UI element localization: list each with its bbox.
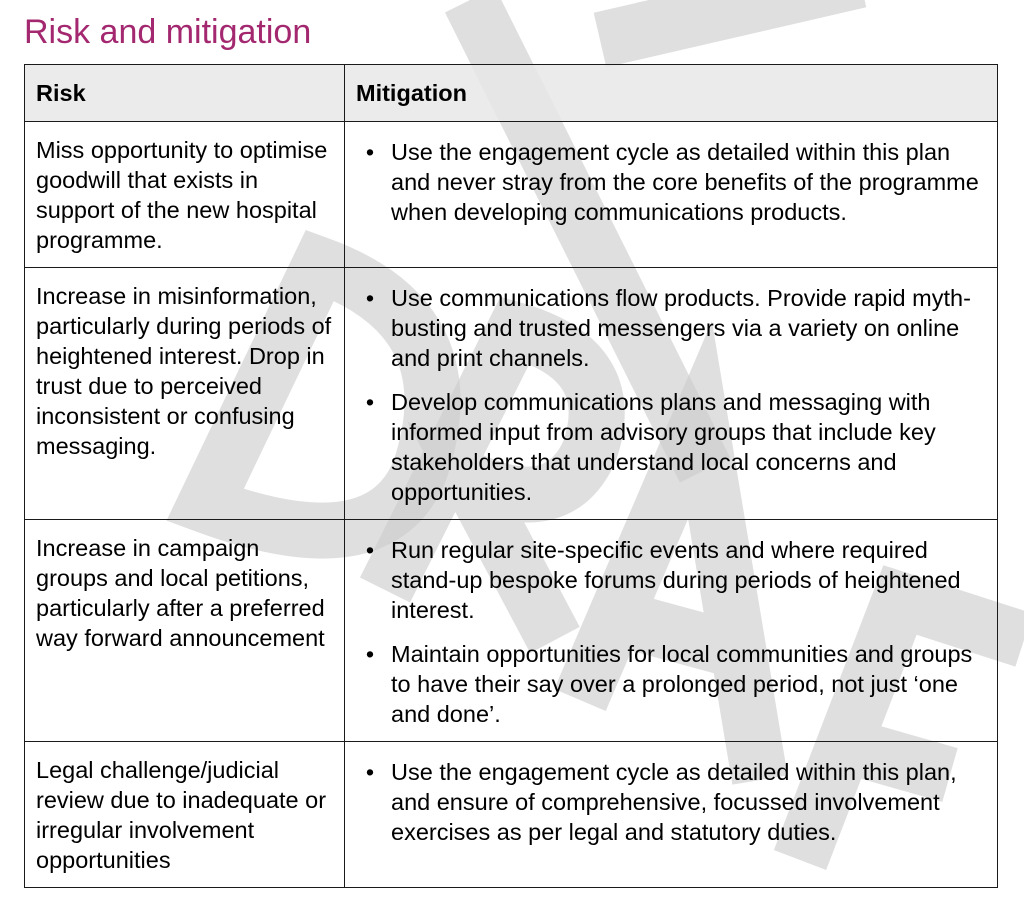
bullet-icon: • xyxy=(365,285,375,311)
mitigation-list xyxy=(359,757,989,847)
mitigation-text: Use the engagement cycle as detailed within this plan and never stray from the core benefits of the programme when developing communications products. xyxy=(391,139,979,225)
mitigation-text: Develop communications plans and messaging with informed input from advisory groups that include key stakeholders that understand local concerns and opportunities. xyxy=(391,389,936,505)
bullet-icon: • xyxy=(365,389,375,415)
mitigation-cell xyxy=(345,268,998,520)
table-row xyxy=(25,742,998,888)
mitigation-item xyxy=(359,387,989,507)
mitigation-cell xyxy=(345,742,998,888)
page-title: Risk and mitigation xyxy=(24,13,312,51)
risk-column-header: Risk xyxy=(25,65,345,122)
table-header-row xyxy=(25,65,998,122)
mitigation-text: Use communications flow products. Provide rapid myth-busting and trusted messengers via a variety on online and print channels. xyxy=(391,285,971,371)
mitigation-list xyxy=(359,137,989,227)
mitigation-cell xyxy=(345,122,998,268)
mitigation-text: Run regular site-specific events and where required stand-up bespoke forums during periods of heightened interest. xyxy=(391,537,961,623)
risk-cell: Legal challenge/judicial review due to inadequate or irregular involvement opportunities xyxy=(25,742,345,888)
risk-cell: Increase in misinformation, particularly during periods of heightened interest. Drop in trust due to perceived inconsistent or confusing messaging. xyxy=(25,268,345,520)
mitigation-cell xyxy=(345,520,998,742)
bullet-icon: • xyxy=(365,139,375,165)
table-row xyxy=(25,122,998,268)
risk-cell: Miss opportunity to optimise goodwill that exists in support of the new hospital programme. xyxy=(25,122,345,268)
risk-mitigation-table xyxy=(24,64,998,888)
risk-cell: Increase in campaign groups and local petitions, particularly after a preferred way forward announcement xyxy=(25,520,345,742)
mitigation-text: Use the engagement cycle as detailed within this plan, and ensure of comprehensive, focussed involvement exercises as per legal and statutory duties. xyxy=(391,759,957,845)
bullet-icon: • xyxy=(365,537,375,563)
mitigation-item xyxy=(359,639,989,729)
table-row xyxy=(25,268,998,520)
mitigation-list xyxy=(359,535,989,729)
table-row xyxy=(25,520,998,742)
mitigation-list xyxy=(359,283,989,507)
mitigation-item xyxy=(359,137,989,227)
mitigation-item xyxy=(359,535,989,625)
mitigation-column-header: Mitigation xyxy=(345,65,998,122)
bullet-icon: • xyxy=(365,759,375,785)
mitigation-item xyxy=(359,757,989,847)
mitigation-item xyxy=(359,283,989,373)
mitigation-text: Maintain opportunities for local communities and groups to have their say over a prolonged period, not just ‘one and done’. xyxy=(391,641,973,727)
bullet-icon: • xyxy=(365,641,375,667)
